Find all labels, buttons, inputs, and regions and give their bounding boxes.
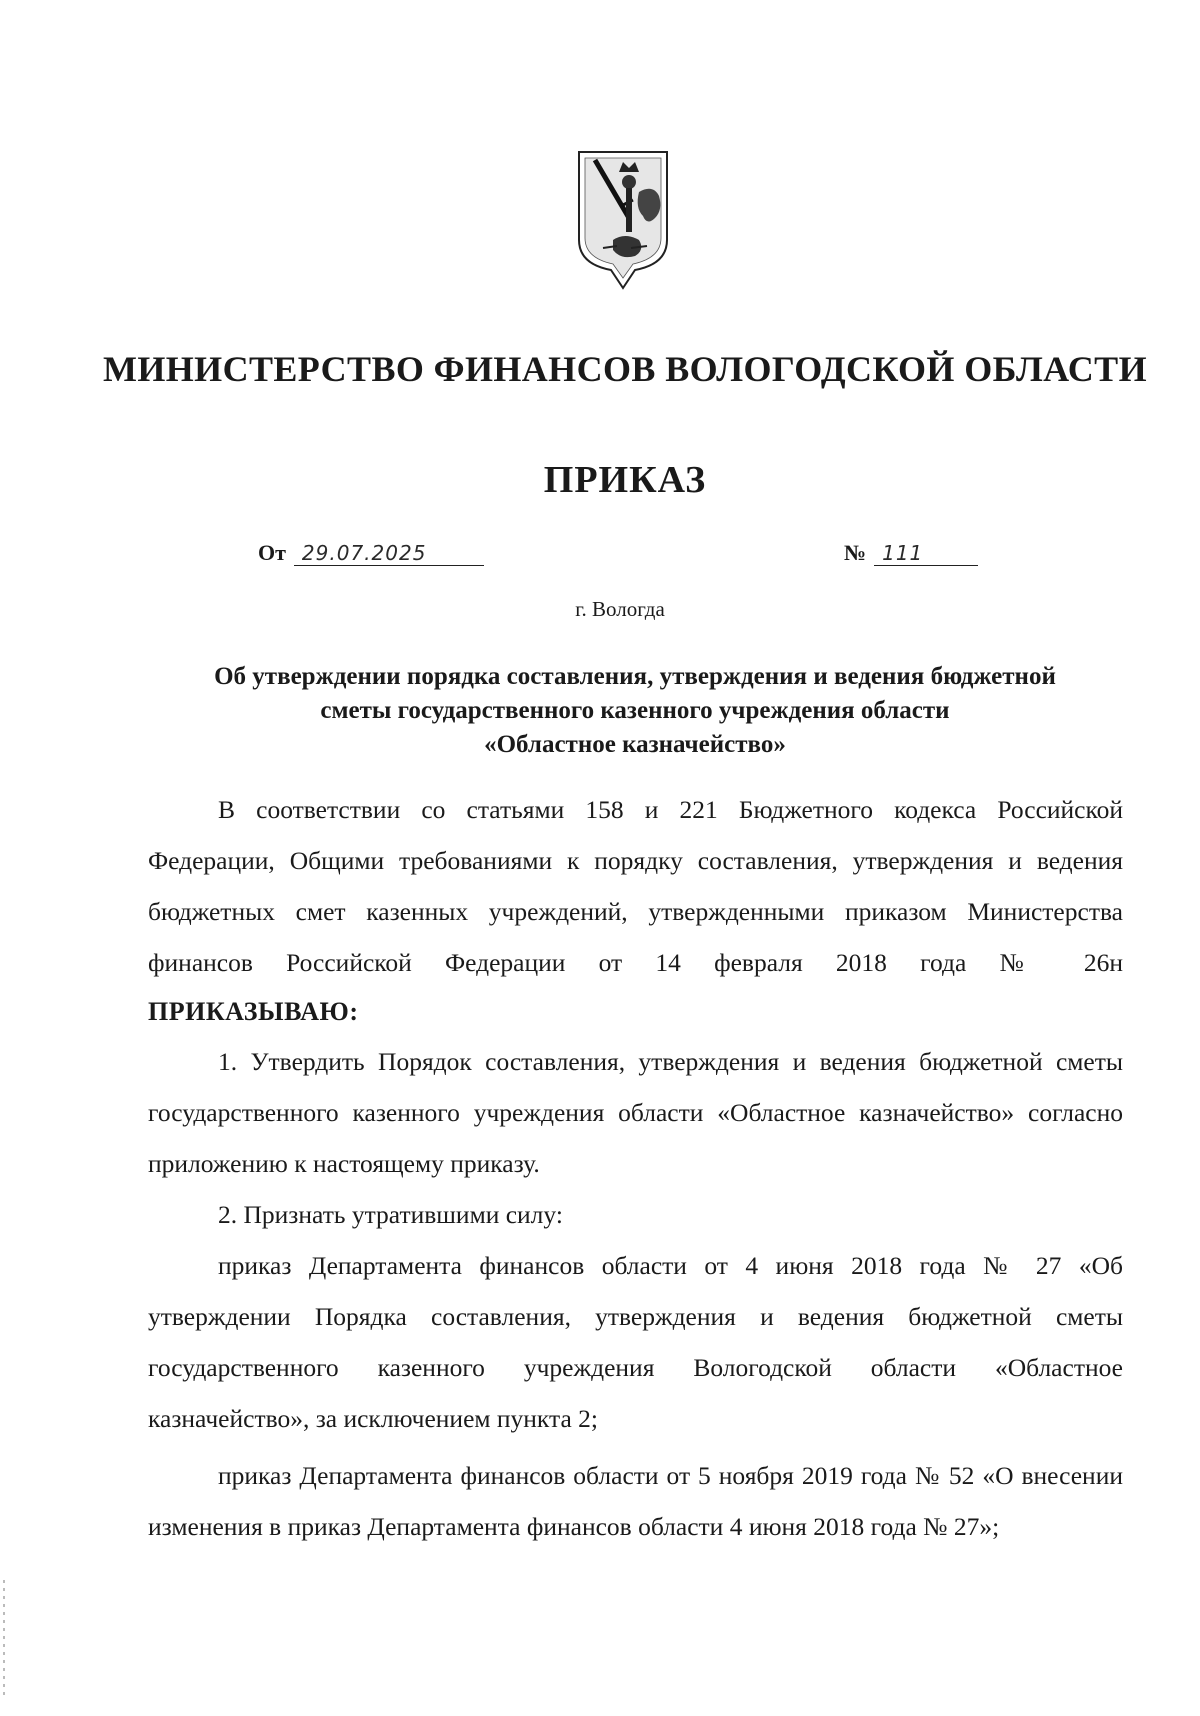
coat-of-arms-icon (573, 148, 673, 292)
ministry-name: МИНИСТЕРСТВО ФИНАНСОВ ВОЛОГОДСКОЙ ОБЛАСТИ (103, 349, 1147, 389)
document-type-title: ПРИКАЗ (543, 459, 707, 501)
date-prefix: От (258, 540, 286, 565)
order-subject (140, 660, 1130, 762)
item-paragraph: 1. Утвердить Порядок составления, утверждения и ведения бюджетной сметы государственного казенного учреждения области «Областное казначейство» согласно приложению к настоящему приказу. (148, 1047, 1123, 1178)
item-paragraph: приказ Департамента финансов области от 5 ноября 2019 года № 52 «О внесении изменения в приказ Департамента финансов области 4 июня 2018 года № 27»; (148, 1461, 1123, 1541)
item-paragraph: 2. Признать утратившими силу: (218, 1200, 563, 1229)
city: г. Вологда (575, 597, 665, 621)
preamble-block (148, 784, 1123, 988)
subject-line: сметы государственного казенного учреждения области (320, 697, 950, 724)
item-paragraph: приказ Департамента финансов области от 4 июня 2018 года № 27 «Об утверждении Порядка составления, утверждения и ведения бюджетной сметы государственного казенного учреждения Вологодской области «Областное казначейство», за исключением пункта 2; (148, 1251, 1123, 1433)
order-items (148, 1036, 1123, 1552)
number-prefix: № (844, 540, 867, 565)
order-number (844, 540, 978, 566)
subject-line: «Областное казначейство» (484, 731, 786, 758)
directive: ПРИКАЗЫВАЮ: (148, 997, 359, 1026)
date-value: 29.07.2025 (294, 541, 484, 566)
subject-line: Об утверждении порядка составления, утверждения и ведения бюджетной (214, 663, 1056, 690)
number-value: 111 (874, 541, 978, 566)
preamble: В соответствии со статьями 158 и 221 Бюджетного кодекса Российской Федерации, Общими требованиями к порядку составления, утверждения и ведения бюджетных смет казенных учреждений, утвержденными приказом Министерства финансов Российской Федерации от 14 февраля 2018 года № 26н (148, 795, 1123, 977)
order-date (258, 540, 484, 566)
scan-edge-mark (3, 1580, 5, 1700)
